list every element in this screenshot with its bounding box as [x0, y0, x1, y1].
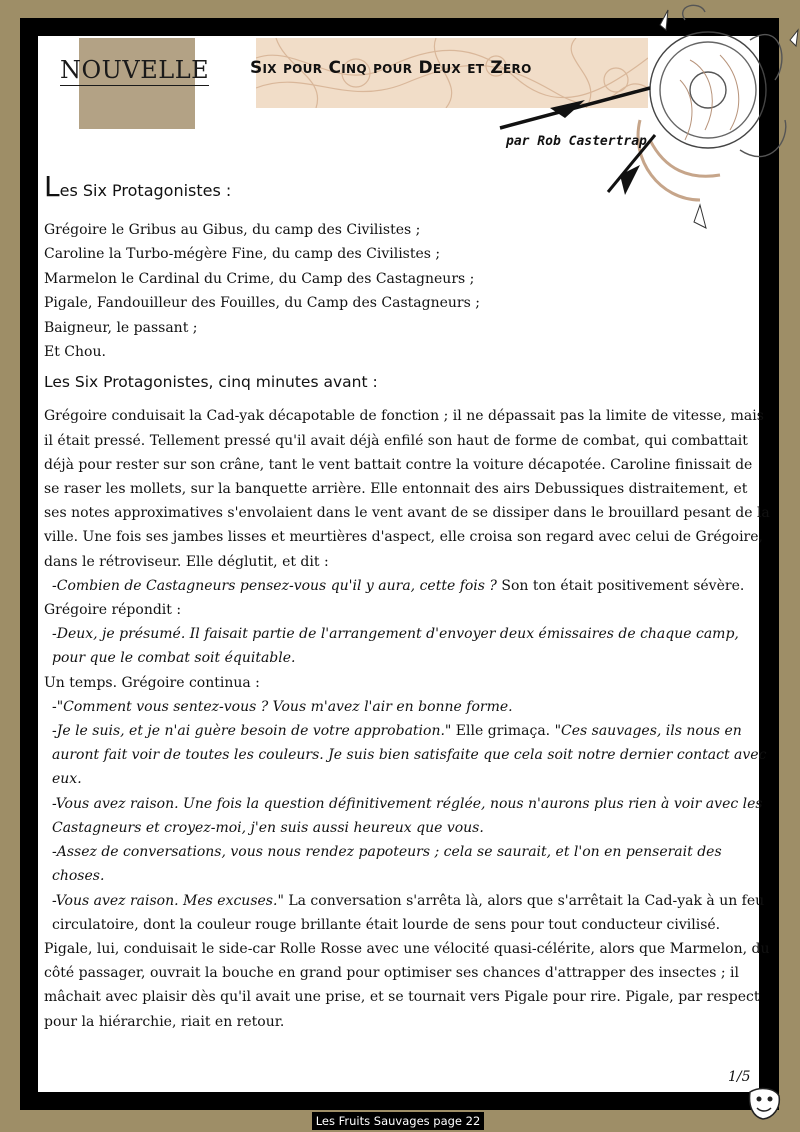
paragraph: Pigale, lui, conduisait le side-car Rolle Rosse avec une vélocité quasi-célérite, alors que Marmelon, du côté passager, ouvrait la bouche en grand pour optimiser ses chances d'attrapper des insectes ; il mâchait avec plaisir dès qu'il avait une prise, et se tournait vers Pigale pour rire. Pigale, par respect pour la hiérarchie, riait en retour.	[44, 940, 770, 1030]
dialogue-line	[44, 574, 770, 598]
clock-hand-large	[550, 100, 585, 118]
article-body	[44, 170, 770, 1034]
paragraph: Grégoire conduisait la Cad-yak décapotable de fonction ; il ne dépassait pas la limite de vitesse, mais il était pressé. Tellement pressé qu'il avait déjà enfilé son haut de forme de combat, qui combattait déjà pour rester sur son crâne, tant le vent battait contre la voiture décapotée. Caroline finissait de se raser les mollets, sur la banquette arrière. Elle entonnait des airs Debussiques distraitement, et ses notes approximatives s'envolaient dans le vent avant de se dissiper dans le brouillard pesant de la ville. Une fois ses jambes lisses et meurtières d'aspect, elle croisa son regard avec celui de Grégoire, dans le rétroviseur. Elle déglutit, et dit :	[44, 408, 770, 570]
drop-cap: L	[44, 170, 60, 203]
author-byline: par Rob Castertrap	[506, 134, 647, 149]
dialogue-italic: Ces sauvages, ils nous en auront fait voir de toutes les couleurs. Je suis bien satisfaite que cela soit notre dernier contact avec eux.	[52, 723, 767, 788]
dialogue-line	[44, 719, 770, 792]
dialogue-plain: Son ton était positivement sévère.	[496, 577, 745, 594]
dialogue-italic: -Vous avez raison. Mes excuses.	[52, 892, 278, 909]
dialogue-plain: " Elle grimaça. "	[444, 723, 562, 740]
dialogue-line	[44, 695, 770, 719]
protagonists-heading-text: es Six Protagonistes :	[59, 181, 232, 200]
page-footer: Les Fruits Sauvages page 22	[312, 1112, 484, 1130]
dialogue-italic: -"Comment vous sentez-vous ? Vous m'avez l'air en bonne forme.	[52, 698, 513, 715]
list-item: Et Chou.	[44, 344, 106, 361]
dialogue-plain: " La conversation s'arrêta là, alors que s'arrêtait la Cad-yak à un feu circulatoire, dont la couleur rouge brillante était lourde de sens pour tout conducteur civilisé.	[52, 892, 765, 933]
dialogue-line	[44, 889, 770, 937]
dialogue-italic: -Je le suis, et je n'ai guère besoin de votre approbation.	[52, 723, 445, 740]
theater-mask-icon	[745, 1084, 785, 1124]
story-text	[44, 404, 770, 1033]
paragraph: Un temps. Grégoire continua :	[44, 674, 260, 691]
list-item: Grégoire le Gribus au Gibus, du camp des Civilistes ;	[44, 222, 421, 238]
protagonists-list	[44, 218, 770, 364]
dialogue-italic: -Combien de Castagneurs pensez-vous qu'il y aura, cette fois ?	[52, 577, 497, 594]
story-title: Six pour Cinq pour Deux et Zero	[250, 58, 532, 78]
protagonists-heading	[44, 170, 770, 208]
section-label: NOUVELLE	[60, 56, 210, 84]
dialogue-italic: -Vous avez raison. Une fois la question définitivement réglée, nous n'aurons plus rien à voir avec les Castagneurs et croyez-moi, j'en suis aussi heureux que vous.	[52, 795, 763, 836]
dialogue-italic: -Deux, je présumé. Il faisait partie de l'arrangement d'envoyer deux émissaires de chaque camp, pour que le combat soit équitable.	[52, 626, 739, 667]
list-item: Caroline la Turbo-mégère Fine, du camp des Civilistes ;	[44, 246, 441, 263]
dialogue-line	[44, 622, 770, 670]
dialogue-italic: -Assez de conversations, vous nous rendez papoteurs ; cela se saurait, et l'on en penserait des choses.	[52, 844, 722, 885]
section-heading: Les Six Protagonistes, cinq minutes avant :	[44, 373, 378, 392]
list-item: Marmelon le Cardinal du Crime, du Camp des Castagneurs ;	[44, 270, 475, 287]
list-item: Pigale, Fandouilleur des Fouilles, du Camp des Castagneurs ;	[44, 295, 480, 312]
dialogue-line	[44, 840, 770, 888]
page-number: 1/5	[728, 1069, 751, 1085]
dialogue-line	[44, 792, 770, 840]
paragraph: Grégoire répondit :	[44, 602, 182, 619]
list-item: Baigneur, le passant ;	[44, 319, 198, 336]
